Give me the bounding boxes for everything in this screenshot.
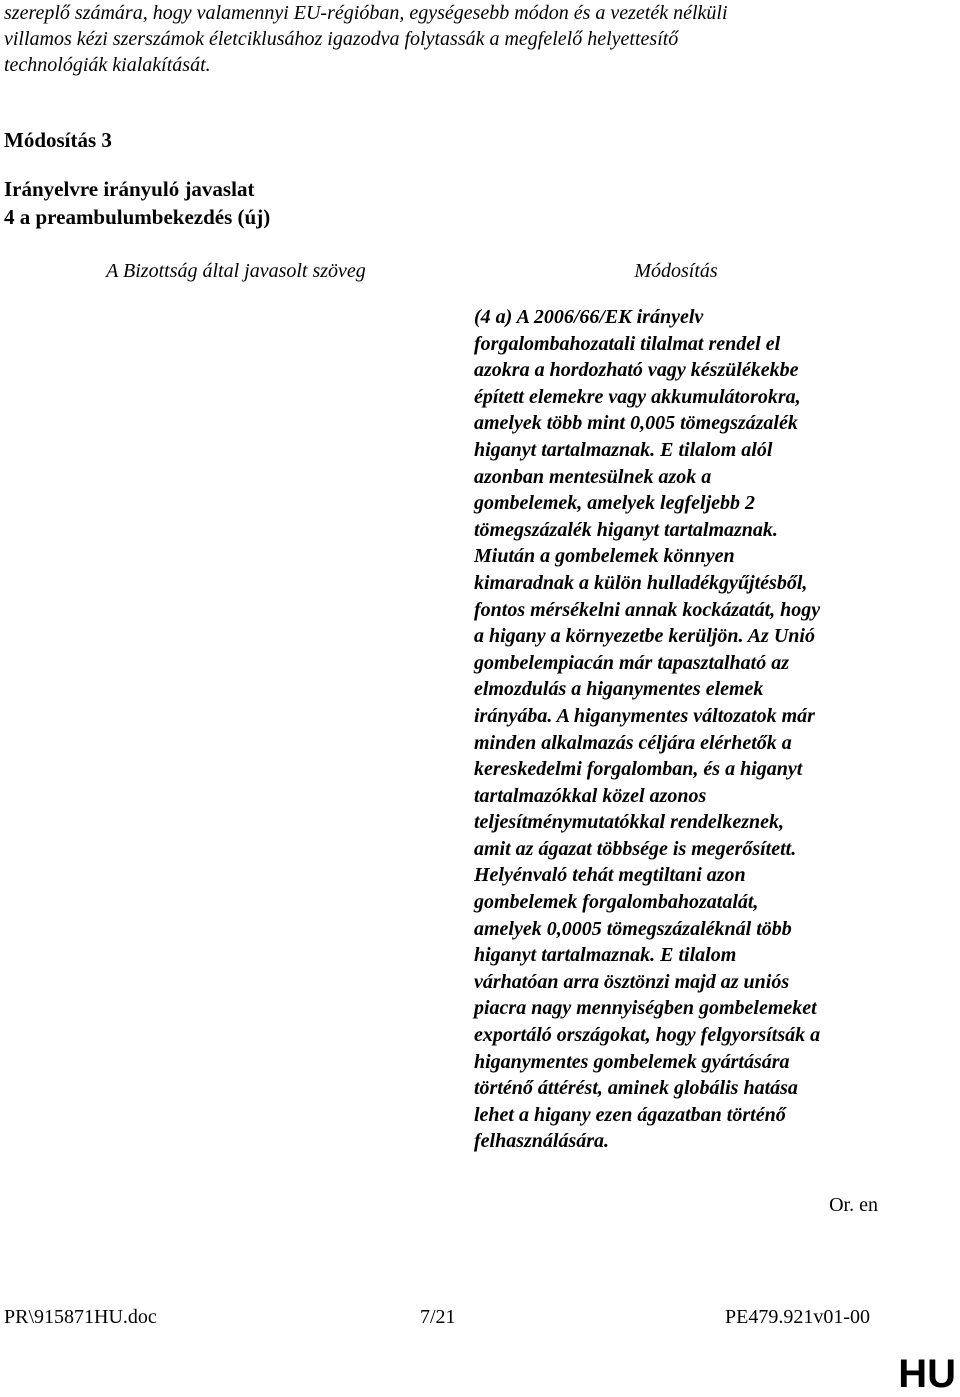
amendment-text-line: kimaradnak a külön hulladékgyűjtésből, — [474, 571, 808, 594]
amendment-text-line: elmozdulás a higanymentes elemek — [474, 678, 764, 701]
amendment-text-line: gombelemek forgalombahozatalát, — [474, 891, 759, 914]
amendment-text-line: épített elemekre vagy akkumulátorokra, — [474, 385, 801, 408]
original-language: Or. en — [829, 1194, 878, 1216]
amendment-text-line: Helyénvaló tehát megtiltani azon — [474, 864, 746, 887]
amendment-text-line: forgalombahozatali tilalmat rendel el — [474, 332, 781, 355]
amendment-text-line: gombelemek, amelyek legfeljebb 2 — [474, 492, 756, 515]
amendment-text-line: a higany a környezetbe kerüljön. Az Unió — [474, 625, 815, 648]
amendment-text-line: higanyt tartalmaznak. E tilalom — [474, 944, 737, 967]
amendment-text-line: azonban mentesülnek azok a — [474, 465, 712, 488]
footer-page-number: 7/21 — [420, 1306, 456, 1328]
amendment-text-line: felhasználására. — [474, 1130, 610, 1153]
intro-line: technológiák kialakítását. — [4, 54, 211, 76]
intro-paragraph — [4, 0, 944, 78]
proposal-block — [4, 175, 270, 231]
amendment-text-line: történő áttérést, aminek globális hatása — [474, 1077, 798, 1100]
amendment-text-line: tartalmazókkal közel azonos — [474, 784, 707, 807]
amendment-text-line: Miután a gombelemek könnyen — [474, 545, 735, 568]
amendment-text-line: azokra a hordozható vagy készülékekbe — [474, 359, 799, 382]
footer-doc-ref: PR\915871HU.doc — [4, 1306, 157, 1328]
commission-text-header: A Bizottság által javasolt szöveg — [106, 260, 366, 282]
amendment-text-line: kereskedelmi forgalomban, és a higanyt — [474, 758, 803, 781]
amendment-text-line: tömegszázalék higanyt tartalmaznak. — [474, 518, 778, 541]
amendment-title: Módosítás 3 — [4, 128, 112, 152]
intro-line: szereplő számára, hogy valamennyi EU-régióban, egységesebb módon és a vezeték nélküli — [4, 2, 728, 24]
amendment-text-line: amelyek 0,0005 tömegszázaléknál több — [474, 917, 792, 940]
amendment-text — [474, 304, 884, 1155]
amendment-text-line: lehet a higany ezen ágazatban történő — [474, 1103, 786, 1126]
amendment-text-line: amelyek több mint 0,005 tömegszázalék — [474, 412, 798, 435]
amendment-text-line: exportáló országokat, hogy felgyorsítsák a — [474, 1024, 821, 1047]
amendment-header: Módosítás — [634, 260, 718, 282]
amendment-text-line: piacra nagy mennyiségben gombelemeket — [474, 997, 817, 1020]
proposal-label: Irányelvre irányuló javaslat — [4, 177, 255, 201]
amendment-text-line: fontos mérsékelni annak kockázatát, hogy — [474, 598, 821, 621]
amendment-text-line: (4 a) A 2006/66/EK irányelv — [474, 306, 704, 328]
language-tag: HU — [898, 1352, 956, 1396]
amendment-text-line: higanyt tartalmaznak. E tilalom alól — [474, 438, 773, 461]
amendment-text-line: amit az ágazat többsége is megerősített. — [474, 837, 797, 860]
intro-line: villamos kézi szerszámok életciklusához igazodva folytassák a megfelelő helyettesítő — [4, 28, 679, 50]
amendment-text-line: higanymentes gombelemek gyártására — [474, 1050, 790, 1073]
amendment-text-line: gombelempiacán már tapasztalható az — [474, 651, 790, 674]
amendment-text-line: irányába. A higanymentes változatok már — [474, 704, 815, 727]
amendment-text-line: minden alkalmazás céljára elérhetők a — [474, 731, 792, 754]
footer-pe-ref: PE479.921v01-00 — [725, 1306, 870, 1328]
amendment-text-line: várhatóan arra ösztönzi majd az uniós — [474, 970, 790, 993]
recital-label: 4 a preambulumbekezdés (új) — [4, 205, 271, 229]
amendment-text-line: teljesítménymutatókkal rendelkeznek, — [474, 811, 784, 834]
